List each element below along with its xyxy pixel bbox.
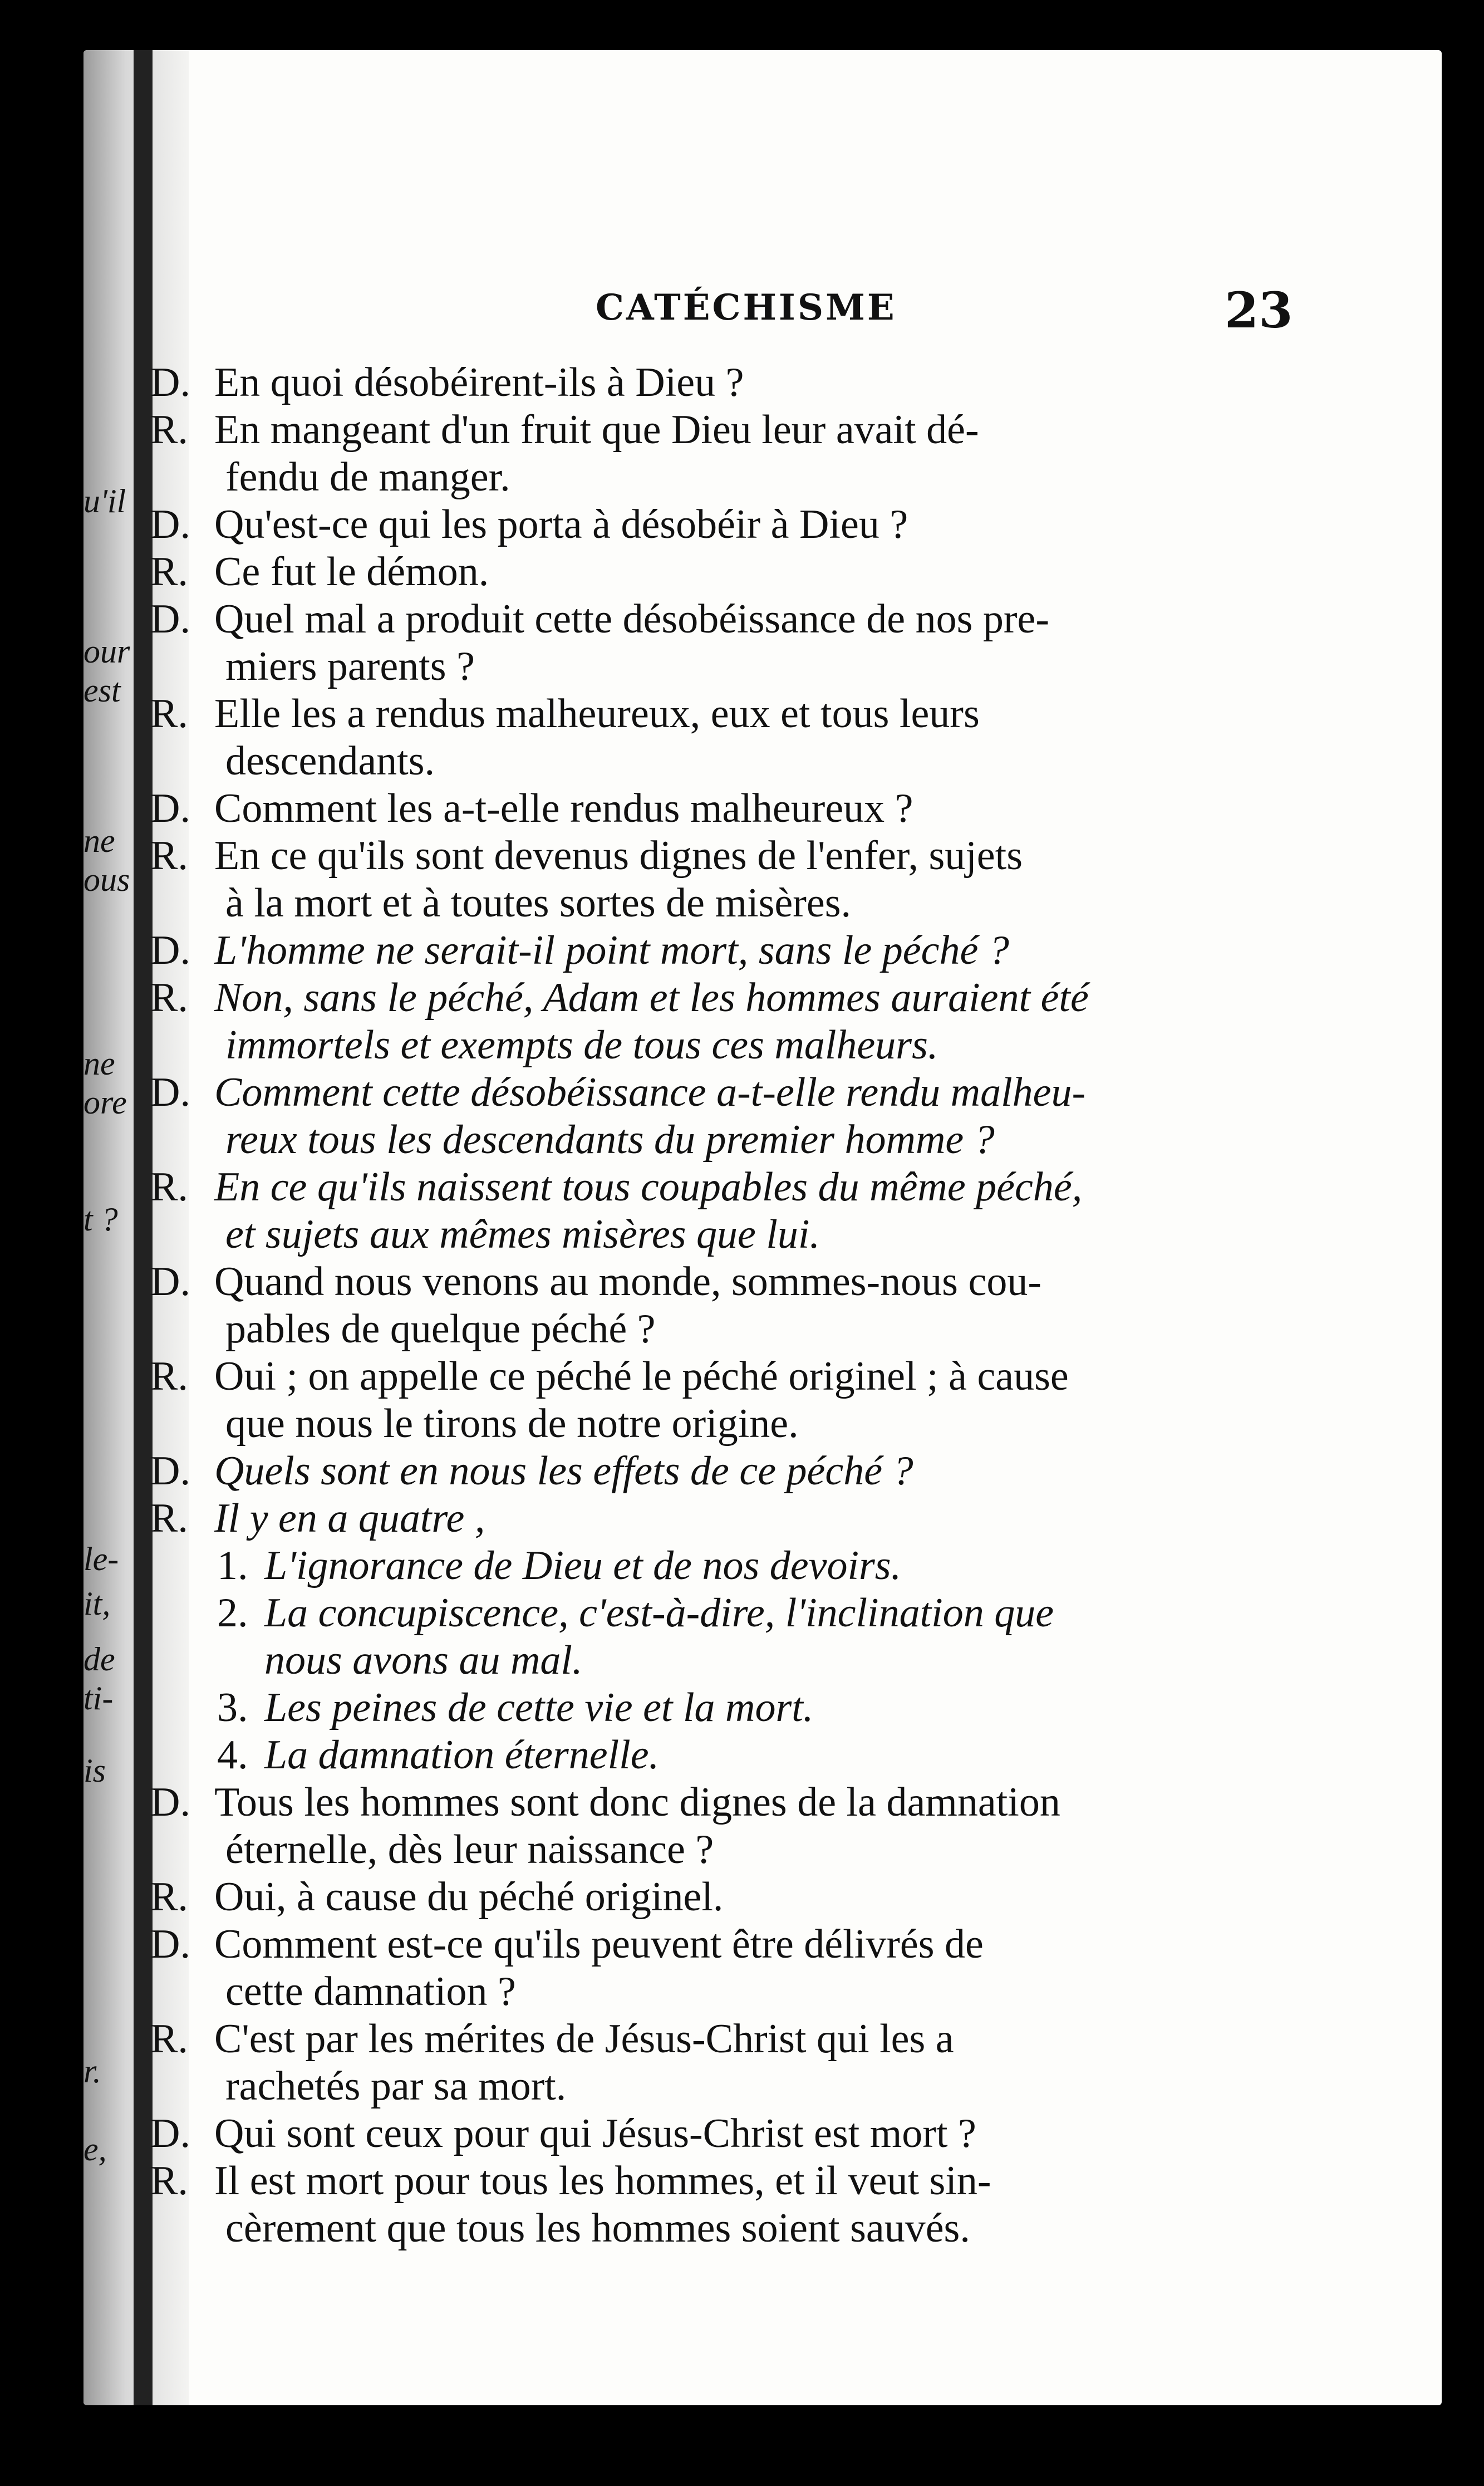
effect-number: 4. [217, 1732, 248, 1778]
text-line: que nous le tirons de notre origine. [225, 1401, 799, 1447]
qa-text [214, 2158, 1375, 2252]
qa-text [214, 1164, 1375, 1258]
text-line: Quel mal a produit cette désobéissance de nos pre- [214, 596, 1050, 642]
margin-fragment: e, [83, 2131, 107, 2168]
effect-number: 2. [217, 1590, 248, 1636]
running-title: CATÉCHISME [596, 287, 897, 328]
text-line: rachetés par sa mort. [225, 2063, 567, 2109]
effect-text: La concupiscence, c'est-à-dire, l'inclination que [264, 1590, 1054, 1636]
qa-marker: R. [150, 1874, 188, 1920]
book-page [83, 50, 1442, 2405]
effect-text: La damnation éternelle. [264, 1732, 660, 1778]
text-line: En quoi désobéirent-ils à Dieu ? [214, 360, 744, 405]
text-line: Oui, à cause du péché originel. [214, 1874, 724, 1920]
text-line: Comment est-ce qu'ils peuvent être délivrés de [214, 1921, 984, 1967]
qa-marker: R. [150, 407, 188, 453]
text-line: éternelle, dès leur naissance ? [225, 1827, 714, 1872]
qa-marker: R. [150, 1164, 188, 1210]
qa-marker: D. [150, 786, 190, 831]
text-line: Il y en a quatre , [214, 1495, 485, 1541]
qa-text [214, 785, 1375, 832]
text-line: Elle les a rendus malheureux, eux et tous leurs [214, 691, 980, 737]
text-line: En ce qu'ils naissent tous coupables du même péché, [214, 1164, 1083, 1210]
text-line: Ce fut le démon. [214, 549, 489, 595]
qa-text [214, 1495, 1375, 1542]
answer [150, 974, 1375, 1069]
qa-marker: R. [150, 1495, 188, 1541]
answer [150, 690, 1375, 785]
page-number: 23 [1225, 281, 1293, 339]
text-line: Il est mort pour tous les hommes, et il veut sin- [214, 2158, 991, 2204]
margin-fragment: ous [83, 861, 130, 898]
answer [150, 832, 1375, 927]
qa-text [214, 501, 1375, 548]
text-line: à la mort et à toutes sortes de misères. [225, 880, 852, 926]
margin-fragment: ti- [83, 1680, 114, 1717]
effect-item [150, 1590, 1375, 1637]
text-line: fendu de manger. [225, 454, 510, 500]
qa-marker: R. [150, 833, 188, 879]
margin-fragment: t ? [83, 1201, 118, 1238]
margin-fragment: r. [83, 2053, 101, 2090]
margin-fragment: u'il [83, 483, 126, 519]
margin-fragment: our [83, 633, 130, 670]
question [150, 596, 1375, 690]
text-line: Tous les hommes sont donc dignes de la damnation [214, 1779, 1060, 1825]
text-line: En ce qu'ils sont devenus dignes de l'enfer, sujets [214, 833, 1023, 879]
qa-marker: R. [150, 549, 188, 595]
catechism-text [150, 359, 1375, 2252]
qa-text [214, 359, 1375, 406]
qa-marker: R. [150, 975, 188, 1021]
qa-text [214, 1448, 1375, 1495]
text-line: cèrement que tous les hommes soient sauvés. [225, 2205, 970, 2251]
answer [150, 2158, 1375, 2252]
answer [150, 2016, 1375, 2110]
qa-text [214, 927, 1375, 974]
qa-marker: D. [150, 360, 190, 405]
qa-text [214, 832, 1375, 927]
text-line: Comment les a-t-elle rendus malheureux ? [214, 786, 913, 831]
text-line: Non, sans le péché, Adam et les hommes auraient été [214, 975, 1089, 1021]
answer [150, 1874, 1375, 1921]
qa-text [214, 690, 1375, 785]
qa-marker: D. [150, 596, 190, 642]
qa-text [214, 1779, 1375, 1874]
margin-fragment: ore [83, 1084, 127, 1121]
text-line: et sujets aux mêmes misères que lui. [225, 1212, 820, 1257]
question [150, 1069, 1375, 1164]
effect-item [150, 1637, 1375, 1684]
answer [150, 1353, 1375, 1448]
text-line: Quand nous venons au monde, sommes-nous cou- [214, 1259, 1041, 1305]
effect-number: 3. [217, 1685, 248, 1730]
qa-marker: D. [150, 1779, 190, 1825]
margin-fragment: le- [83, 1541, 119, 1577]
effect-item [150, 1684, 1375, 1732]
text-line: Comment cette désobéissance a-t-elle rendu malheu- [214, 1070, 1086, 1115]
text-line: Qui sont ceux pour qui Jésus-Christ est mort ? [214, 2111, 976, 2156]
text-line: descendants. [225, 738, 435, 784]
effect-number: 1. [217, 1543, 248, 1588]
qa-marker: D. [150, 1070, 190, 1115]
qa-marker: D. [150, 2111, 190, 2156]
qa-marker: D. [150, 1259, 190, 1305]
text-line: reux tous les descendants du premier homme ? [225, 1117, 995, 1163]
question [150, 1779, 1375, 1874]
page-header [83, 281, 1442, 339]
question [150, 927, 1375, 974]
question [150, 785, 1375, 832]
question [150, 359, 1375, 406]
qa-text [214, 1921, 1375, 2016]
text-line: En mangeant d'un fruit que Dieu leur avait dé- [214, 407, 979, 453]
answer [150, 1495, 1375, 1542]
effect-text: L'ignorance de Dieu et de nos devoirs. [264, 1543, 902, 1588]
qa-marker: D. [150, 502, 190, 547]
qa-marker: R. [150, 2016, 188, 2062]
answer [150, 406, 1375, 501]
text-line: L'homme ne serait-il point mort, sans le péché ? [214, 928, 1009, 973]
text-line: pables de quelque péché ? [225, 1306, 656, 1352]
effect-text: nous avons au mal. [264, 1637, 583, 1683]
effect-item [150, 1732, 1375, 1779]
text-line: immortels et exempts de tous ces malheurs. [225, 1022, 938, 1068]
text-line: C'est par les mérites de Jésus-Christ qui les a [214, 2016, 954, 2062]
question [150, 1921, 1375, 2016]
answer [150, 548, 1375, 596]
qa-marker: R. [150, 1354, 188, 1399]
qa-marker: R. [150, 691, 188, 737]
qa-text [214, 596, 1375, 690]
qa-text [214, 1069, 1375, 1164]
qa-text [214, 548, 1375, 596]
qa-text [214, 1874, 1375, 1921]
effect-text: Les peines de cette vie et la mort. [264, 1685, 814, 1730]
binding-shadow [134, 50, 153, 2405]
qa-text [214, 1258, 1375, 1353]
qa-text [214, 2110, 1375, 2158]
margin-fragment: est [83, 672, 121, 709]
qa-marker: D. [150, 1921, 190, 1967]
question [150, 1448, 1375, 1495]
question [150, 1258, 1375, 1353]
margin-fragment: it, [83, 1585, 111, 1622]
text-line: Oui ; on appelle ce péché le péché originel ; à cause [214, 1354, 1069, 1399]
qa-marker: R. [150, 2158, 188, 2204]
margin-fragment: is [83, 1752, 106, 1789]
effect-item [150, 1542, 1375, 1590]
qa-text [214, 406, 1375, 501]
question [150, 501, 1375, 548]
margin-fragment: de [83, 1641, 115, 1678]
text-line: cette damnation ? [225, 1969, 516, 2014]
text-line: miers parents ? [225, 644, 475, 689]
qa-text [214, 1353, 1375, 1448]
qa-marker: D. [150, 928, 190, 973]
qa-text [214, 2016, 1375, 2110]
qa-marker: D. [150, 1448, 190, 1494]
question [150, 2110, 1375, 2158]
margin-fragment: ne [83, 1045, 115, 1082]
margin-fragment: ne [83, 822, 115, 859]
text-line: Qu'est-ce qui les porta à désobéir à Dieu ? [214, 502, 908, 547]
answer [150, 1164, 1375, 1258]
qa-text [214, 974, 1375, 1069]
text-line: Quels sont en nous les effets de ce péché ? [214, 1448, 913, 1494]
